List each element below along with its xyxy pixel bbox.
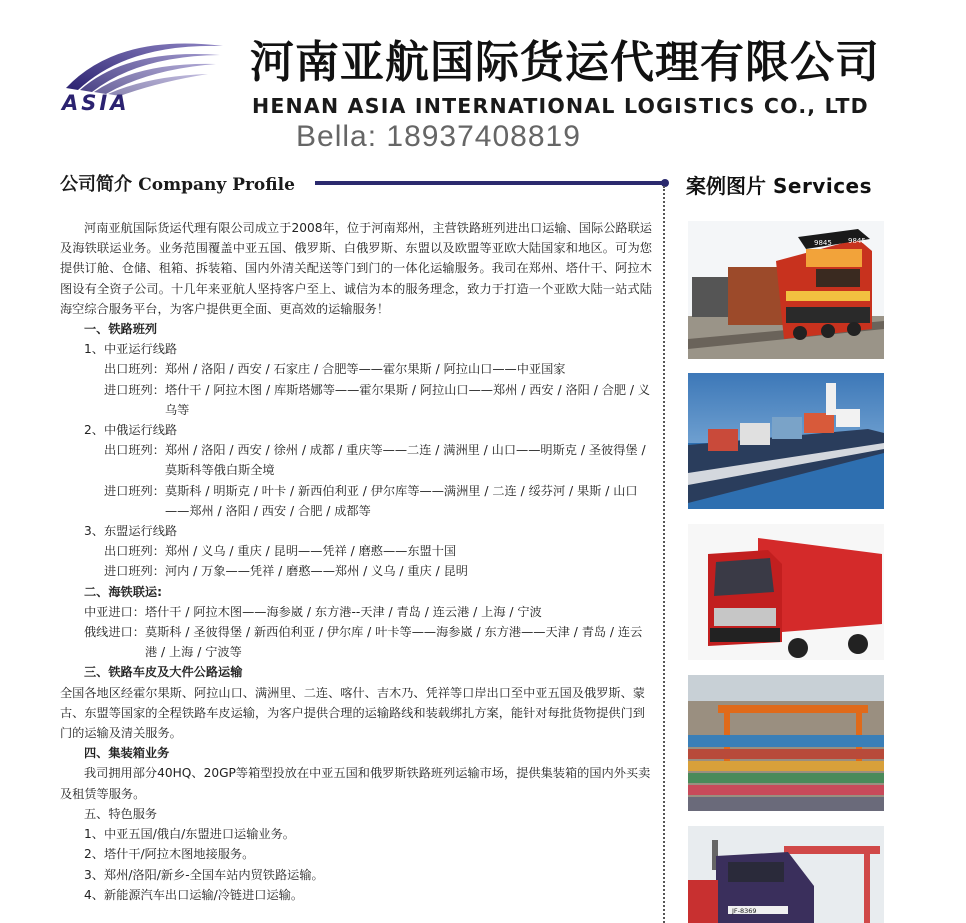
photo-truck xyxy=(688,524,884,660)
route-row xyxy=(60,561,652,581)
photo-container-ship xyxy=(688,373,884,509)
profile-heading xyxy=(60,170,295,196)
special-item: 1、中亚五国/俄白/东盟进口运输业务。 xyxy=(84,827,295,842)
route-label: 进口班列： xyxy=(104,483,165,498)
services-heading-en: Services xyxy=(772,174,873,198)
column-divider xyxy=(663,186,665,923)
special-item: 2、塔什干/阿拉木图地接服务。 xyxy=(84,847,255,862)
route-label: 出口班列： xyxy=(104,544,165,559)
section-sea-rail-title: 二、海铁联运: xyxy=(84,584,162,599)
section-rail-title: 一、铁路班列 xyxy=(84,322,158,337)
train-number: JF-8369 xyxy=(732,907,757,915)
route-row xyxy=(60,380,652,420)
route-russia-title: 2、中俄运行线路 xyxy=(84,423,178,438)
company-logo xyxy=(58,38,228,118)
route-value: 郑州 / 义乌 / 重庆 / 昆明——凭祥 / 磨憨——东盟十国 xyxy=(164,544,457,559)
profile-heading-en: Company Profile xyxy=(138,175,295,195)
logo-wordmark: ASIA xyxy=(62,91,130,115)
route-central-asia-title: 1、中亚运行线路 xyxy=(84,342,178,357)
route-label: 出口班列： xyxy=(104,362,165,377)
route-label: 出口班列： xyxy=(104,443,165,458)
route-asean-title: 3、东盟运行线路 xyxy=(84,524,178,539)
route-row xyxy=(60,481,652,521)
route-label: 中亚进口： xyxy=(84,604,145,619)
services-heading xyxy=(686,170,872,199)
route-label: 俄线进口： xyxy=(84,625,145,640)
route-label: 进口班列： xyxy=(104,564,165,579)
route-value: 郑州 / 洛阳 / 西安 / 石家庄 / 合肥等——霍尔果斯 / 阿拉山口——中亚国家 xyxy=(164,362,566,377)
company-name-cn: 河南亚航国际货运代理有限公司 xyxy=(250,37,880,88)
services-heading-cn: 案例图片 xyxy=(686,174,766,198)
route-value: 莫斯科 / 明斯克 / 叶卡 / 新西伯利亚 / 伊尔库等——满洲里 / 二连 / 绥芬河 / 果斯 / 山口——郑州 / 洛阳 / 西安 / 合肥 / 成都等 xyxy=(164,483,638,518)
section-container-text: 我司拥用部分40HQ、20GP等箱型投放在中亚五国和俄罗斯铁路班列运输市场，提供集装箱的国内外买卖及租赁等服务。 xyxy=(60,766,651,801)
route-value: 郑州 / 洛阳 / 西安 / 徐州 / 成都 / 重庆等——二连 / 满洲里 / 山口——明斯克 / 圣彼得堡 / 莫斯科等俄白斯全境 xyxy=(164,443,646,478)
photo-train-station xyxy=(688,826,884,923)
profile-content xyxy=(60,218,652,905)
route-value: 河内 / 万象——凭祥 / 磨憨——郑州 / 义乌 / 重庆 / 昆明 xyxy=(164,564,468,579)
contact-line: Bella: 18937408819 xyxy=(296,120,581,153)
loco-number-right: 9845 xyxy=(848,237,866,245)
special-item: 4、新能源汽车出口运输/冷链进口运输。 xyxy=(84,887,304,902)
route-label: 进口班列： xyxy=(104,382,165,397)
photo-container-yard xyxy=(688,675,884,811)
photo-locomotive xyxy=(688,221,884,359)
section-container-title: 四、集装箱业务 xyxy=(84,746,170,761)
special-item: 3、郑州/洛阳/新乡-全国车站内贸铁路运输。 xyxy=(84,867,324,882)
intro-paragraph: 河南亚航国际货运代理有限公司成立于2008年，位于河南郑州，主营铁路班列进出口运输、国际公路联运及海铁联运业务。业务范围覆盖中亚五国、俄罗斯、白俄罗斯、东盟以及欧盟等亚欧大陆国家和地区。可为您提供订舱、仓储、租箱、拆装箱、国内外清关配送等门到门的一体化运输服务。我司在郑州、塔什干、阿拉木图设有全资子公司。十几年来亚航人坚持客户至上、诚信为本的服务理念，致力于打造一个亚欧大陆一站式陆海空综合服务平台，为客户提供更全面、更高效的运输服务！ xyxy=(60,221,652,316)
route-row xyxy=(60,602,652,622)
section-special-title: 五、特色服务 xyxy=(84,806,158,821)
route-value: 塔什干 / 阿拉木图——海参崴 / 东方港--天津 / 青岛 / 连云港 / 上海 / 宁波 xyxy=(144,604,542,619)
heading-rule xyxy=(315,181,665,185)
section-wagon-text: 全国各地区经霍尔果斯、阿拉山口、满洲里、二连、喀什、吉木乃、凭祥等口岸出口至中亚五国及俄罗斯、蒙古、东盟等国家的全程铁路车皮运输，为客户提供合理的运输路线和装载绑扎方案，能针对每批货物提供门到门的运输及清关服务。 xyxy=(60,685,645,741)
route-row xyxy=(60,622,652,662)
route-row xyxy=(60,359,652,379)
company-name-en: HENAN ASIA INTERNATIONAL LOGISTICS CO., LTD xyxy=(252,94,869,118)
profile-heading-cn: 公司简介 xyxy=(60,174,132,195)
section-wagon-title: 三、铁路车皮及大件公路运输 xyxy=(84,665,243,680)
route-value: 莫斯科 / 圣彼得堡 / 新西伯利亚 / 伊尔库 / 叶卡等——海参崴 / 东方港——天津 / 青岛 / 连云港 / 上海 / 宁波等 xyxy=(144,625,643,660)
route-row xyxy=(60,541,652,561)
loco-number-left: 9845 xyxy=(814,239,832,247)
route-row xyxy=(60,440,652,480)
route-value: 塔什干 / 阿拉木图 / 库斯塔娜等——霍尔果斯 / 阿拉山口——郑州 / 西安 / 洛阳 / 合肥 / 义乌等 xyxy=(164,382,651,417)
